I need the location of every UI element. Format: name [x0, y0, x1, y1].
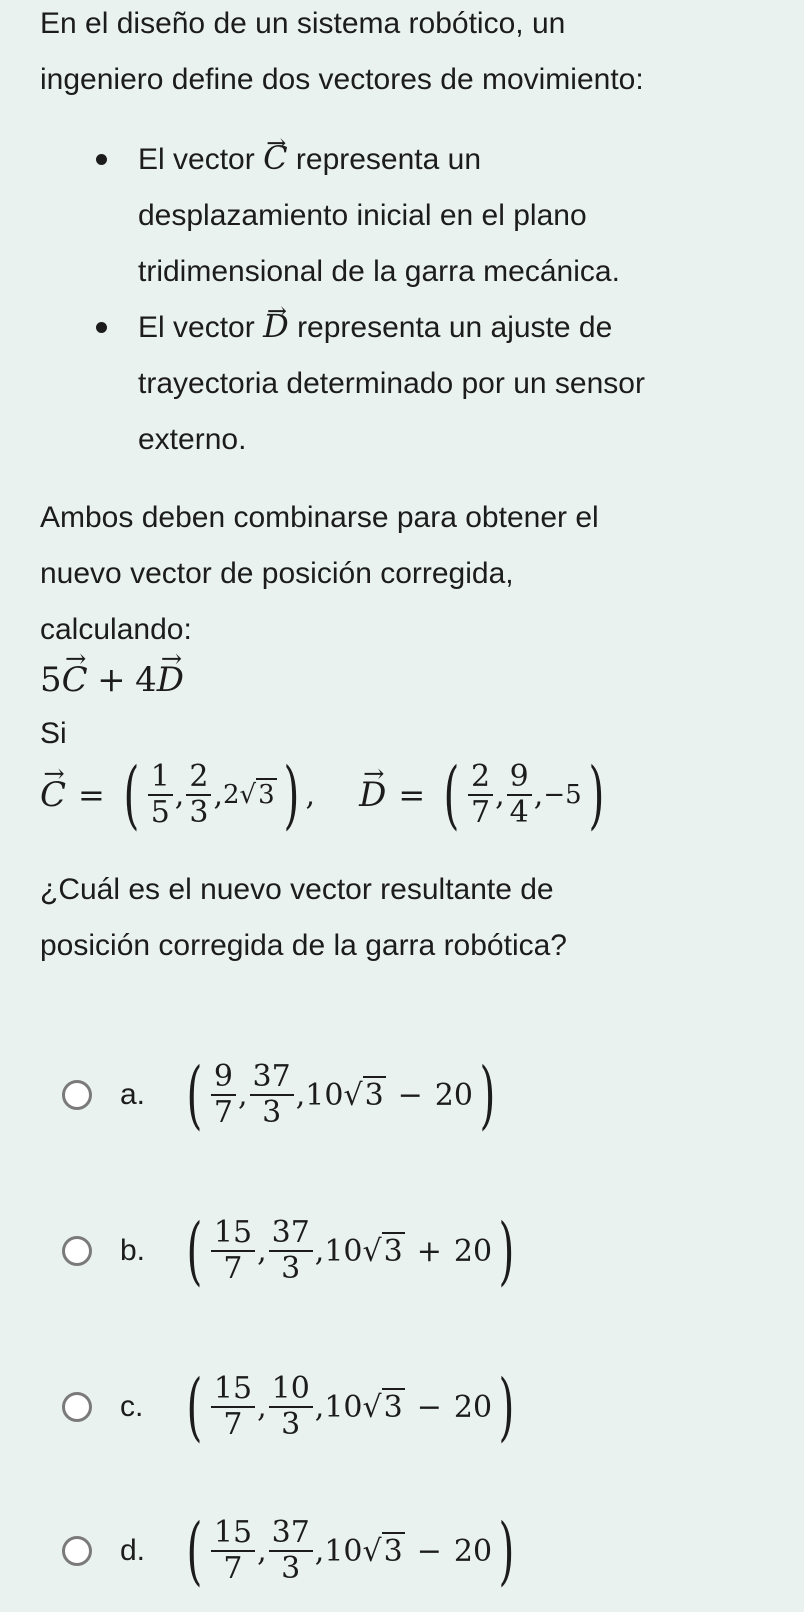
radicand: 3 — [258, 780, 275, 810]
fraction: $\frac{37}{3}$ — [269, 1516, 313, 1586]
option-expression: ( $\frac{15}{7}$ , $\frac{10}{3}$ , 10 √3 − 20 ) — [186, 1364, 515, 1450]
option-c[interactable] — [62, 1352, 521, 1462]
numerator: 9 — [507, 760, 532, 796]
denominator: 7 — [471, 795, 491, 830]
fraction: $\frac{15}{7}$ — [211, 1372, 255, 1442]
option-d[interactable] — [62, 1496, 521, 1606]
combine-line-2: nuevo vector de posición corregida, — [40, 557, 514, 590]
fraction: $\frac{15}{7}$ — [211, 1216, 255, 1286]
def-vector-d: D → — [359, 775, 386, 815]
bullet-d-line-2: trayectoria determinado por un sensor — [138, 367, 645, 400]
question-line-1: ¿Cuál es el nuevo vector resultante de — [40, 873, 554, 906]
option-letter: d. — [120, 1534, 146, 1567]
bullet-dot-icon — [96, 322, 107, 333]
option-a[interactable] — [62, 1040, 502, 1150]
numerator: 1 — [148, 760, 173, 796]
fraction — [468, 760, 493, 830]
radio-button-icon[interactable] — [62, 1236, 92, 1266]
bullet-d-pre: El vector — [138, 311, 255, 344]
coef-2: 4 — [135, 660, 157, 700]
sqrt: √3 — [362, 1533, 403, 1569]
denominator: 5 — [150, 795, 170, 830]
left-paren: ( — [443, 752, 460, 838]
denominator: 4 — [509, 795, 529, 830]
radio-button-icon[interactable] — [62, 1536, 92, 1566]
combine-text — [40, 490, 780, 658]
expr-vector-c: C → — [62, 660, 88, 700]
numerator: 2 — [468, 760, 493, 796]
fraction: $\frac{10}{3}$ — [269, 1372, 313, 1442]
option-expression: ( $\frac{15}{7}$ , $\frac{37}{3}$ , 10 √3 − 20 ) — [186, 1508, 515, 1594]
bullet-c-post: representa un — [295, 143, 482, 176]
question-text — [40, 862, 780, 974]
left-paren: ( — [123, 752, 140, 838]
sqrt: √3 — [362, 1233, 403, 1269]
option-letter: b. — [120, 1234, 146, 1267]
si-label: Si — [40, 717, 67, 750]
option-b[interactable] — [62, 1196, 521, 1306]
vector-d-symbol: D → — [263, 298, 289, 354]
radio-button-icon[interactable] — [62, 1392, 92, 1422]
right-paren: ) — [588, 752, 605, 838]
numerator: 2 — [186, 760, 211, 796]
fraction: $\frac{15}{7}$ — [211, 1516, 255, 1586]
bullet-vector-c — [138, 130, 778, 300]
option-expression: ( $\frac{9}{7}$ , $\frac{37}{3}$ , 10 √3 − 20 ) — [186, 1052, 496, 1138]
bullet-vector-d — [138, 298, 778, 468]
def-vector-c: C → — [40, 775, 66, 815]
bullet-d-line-3: externo. — [138, 423, 247, 456]
plus-sign: + — [97, 660, 126, 700]
combination-expression — [40, 660, 184, 700]
question-line-2: posición corregida de la garra robótica? — [40, 929, 567, 962]
bullet-dot-icon — [96, 154, 107, 165]
coef-1: 5 — [40, 660, 62, 700]
sqrt: √3 — [362, 1389, 403, 1425]
third-component: −5 — [543, 780, 582, 810]
intro-text — [40, 0, 780, 108]
fraction: $\frac{37}{3}$ — [250, 1060, 294, 1130]
option-letter: c. — [120, 1390, 144, 1423]
denominator: 3 — [189, 795, 209, 830]
fraction — [507, 760, 532, 830]
vector-definitions: C → = ( $\frac{1}{5}$ , $\frac{2}{3}$ , 2 √3 ) , D → = ( $\frac{2}{7}$ , $\frac{9}{4}$ , −5 ) — [40, 758, 611, 832]
sqrt: √3 — [239, 780, 275, 810]
intro-line-2: ingeniero define dos vectores de movimiento: — [40, 63, 644, 96]
coef: 2 — [222, 780, 240, 810]
fraction: $\frac{37}{3}$ — [269, 1216, 313, 1286]
expr-vector-d: D → — [157, 660, 184, 700]
intro-line-1: En el diseño de un sistema robótico, un — [40, 7, 566, 40]
right-paren: ) — [283, 752, 300, 838]
bullet-c-line-3: tridimensional de la garra mecánica. — [138, 255, 620, 288]
fraction: $\frac{9}{7}$ — [211, 1060, 236, 1130]
equals-sign: = — [398, 776, 426, 814]
fraction — [186, 760, 211, 830]
bullet-c-line-2: desplazamiento inicial en el plano — [138, 199, 587, 232]
bullet-c-pre: El vector — [138, 143, 255, 176]
bullet-d-post: representa un ajuste de — [297, 311, 613, 344]
combine-line-1: Ambos deben combinarse para obtener el — [40, 501, 599, 534]
radio-button-icon[interactable] — [62, 1080, 92, 1110]
sqrt: √3 — [343, 1077, 384, 1113]
fraction — [148, 760, 173, 830]
option-letter: a. — [120, 1078, 146, 1111]
equals-sign: = — [78, 776, 105, 814]
combine-line-3: calculando: — [40, 613, 192, 646]
vector-c-symbol: C → — [263, 130, 287, 186]
option-expression: ( $\frac{15}{7}$ , $\frac{37}{3}$ , 10 √3 + 20 ) — [186, 1208, 515, 1294]
